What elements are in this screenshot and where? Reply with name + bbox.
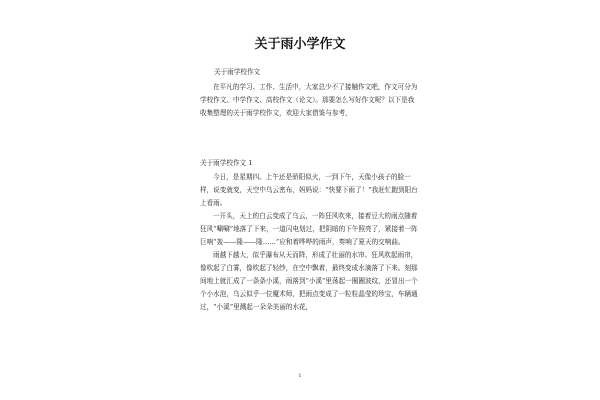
page-number: 1: [298, 373, 302, 379]
essay-heading: 关于雨学校作文 1: [200, 159, 253, 167]
essay-body: [200, 171, 418, 314]
intro-text: 在平凡的学习、工作、生活中，大家总少不了接触作文吧，作文可分为学校作文、中学作文、高校作文（论文）。那要怎么写好作文呢？以下是我收集整理的关于雨学校作文，欢迎大家借鉴与参考，: [200, 83, 418, 117]
document-title: 关于雨小学作文: [254, 37, 346, 52]
essay-paragraph-2: 一开头，天上的白云变成了乌云，一阵狂风吹来，接着豆大的雨点随着狂风“唰唰”地落了下来，一道闪电划过，把阴暗的下午照亮了，紧接着一阵巨响“轰——隆——隆……”应和着哗哗的雨声，奏响了夏天的交响曲。: [200, 212, 418, 246]
essay-paragraph-3: 雨越下越大，似乎瀑布从天而降，形成了壮丽的水帘。狂风吹起雨帘，像吹起了白雾，像吹起了轻纱，在空中飘着，最终变成水滴落了下来。刻那间地上就汇成了一条条小溪，雨落到“小溪”里荡起一圈圈波纹，还冒出一个个小水泡，乌云似乎一位魔术师，把雨点变成了一粒粒晶莹的珍宝，车辆通过，“小溪”里溅起一朵朵美丽的水花，: [200, 251, 418, 311]
essay-paragraph-1: 今日，是星期四。上午还是骄阳似火，一到下午，天像小孩子的脸一样，说变就变，天空中乌云密布，妈妈说：“快要下雨了！”我赶忙跑到阳台上看雨。: [200, 173, 418, 207]
subheading: 关于雨学校作文: [214, 68, 261, 76]
intro-paragraph: [200, 81, 418, 120]
